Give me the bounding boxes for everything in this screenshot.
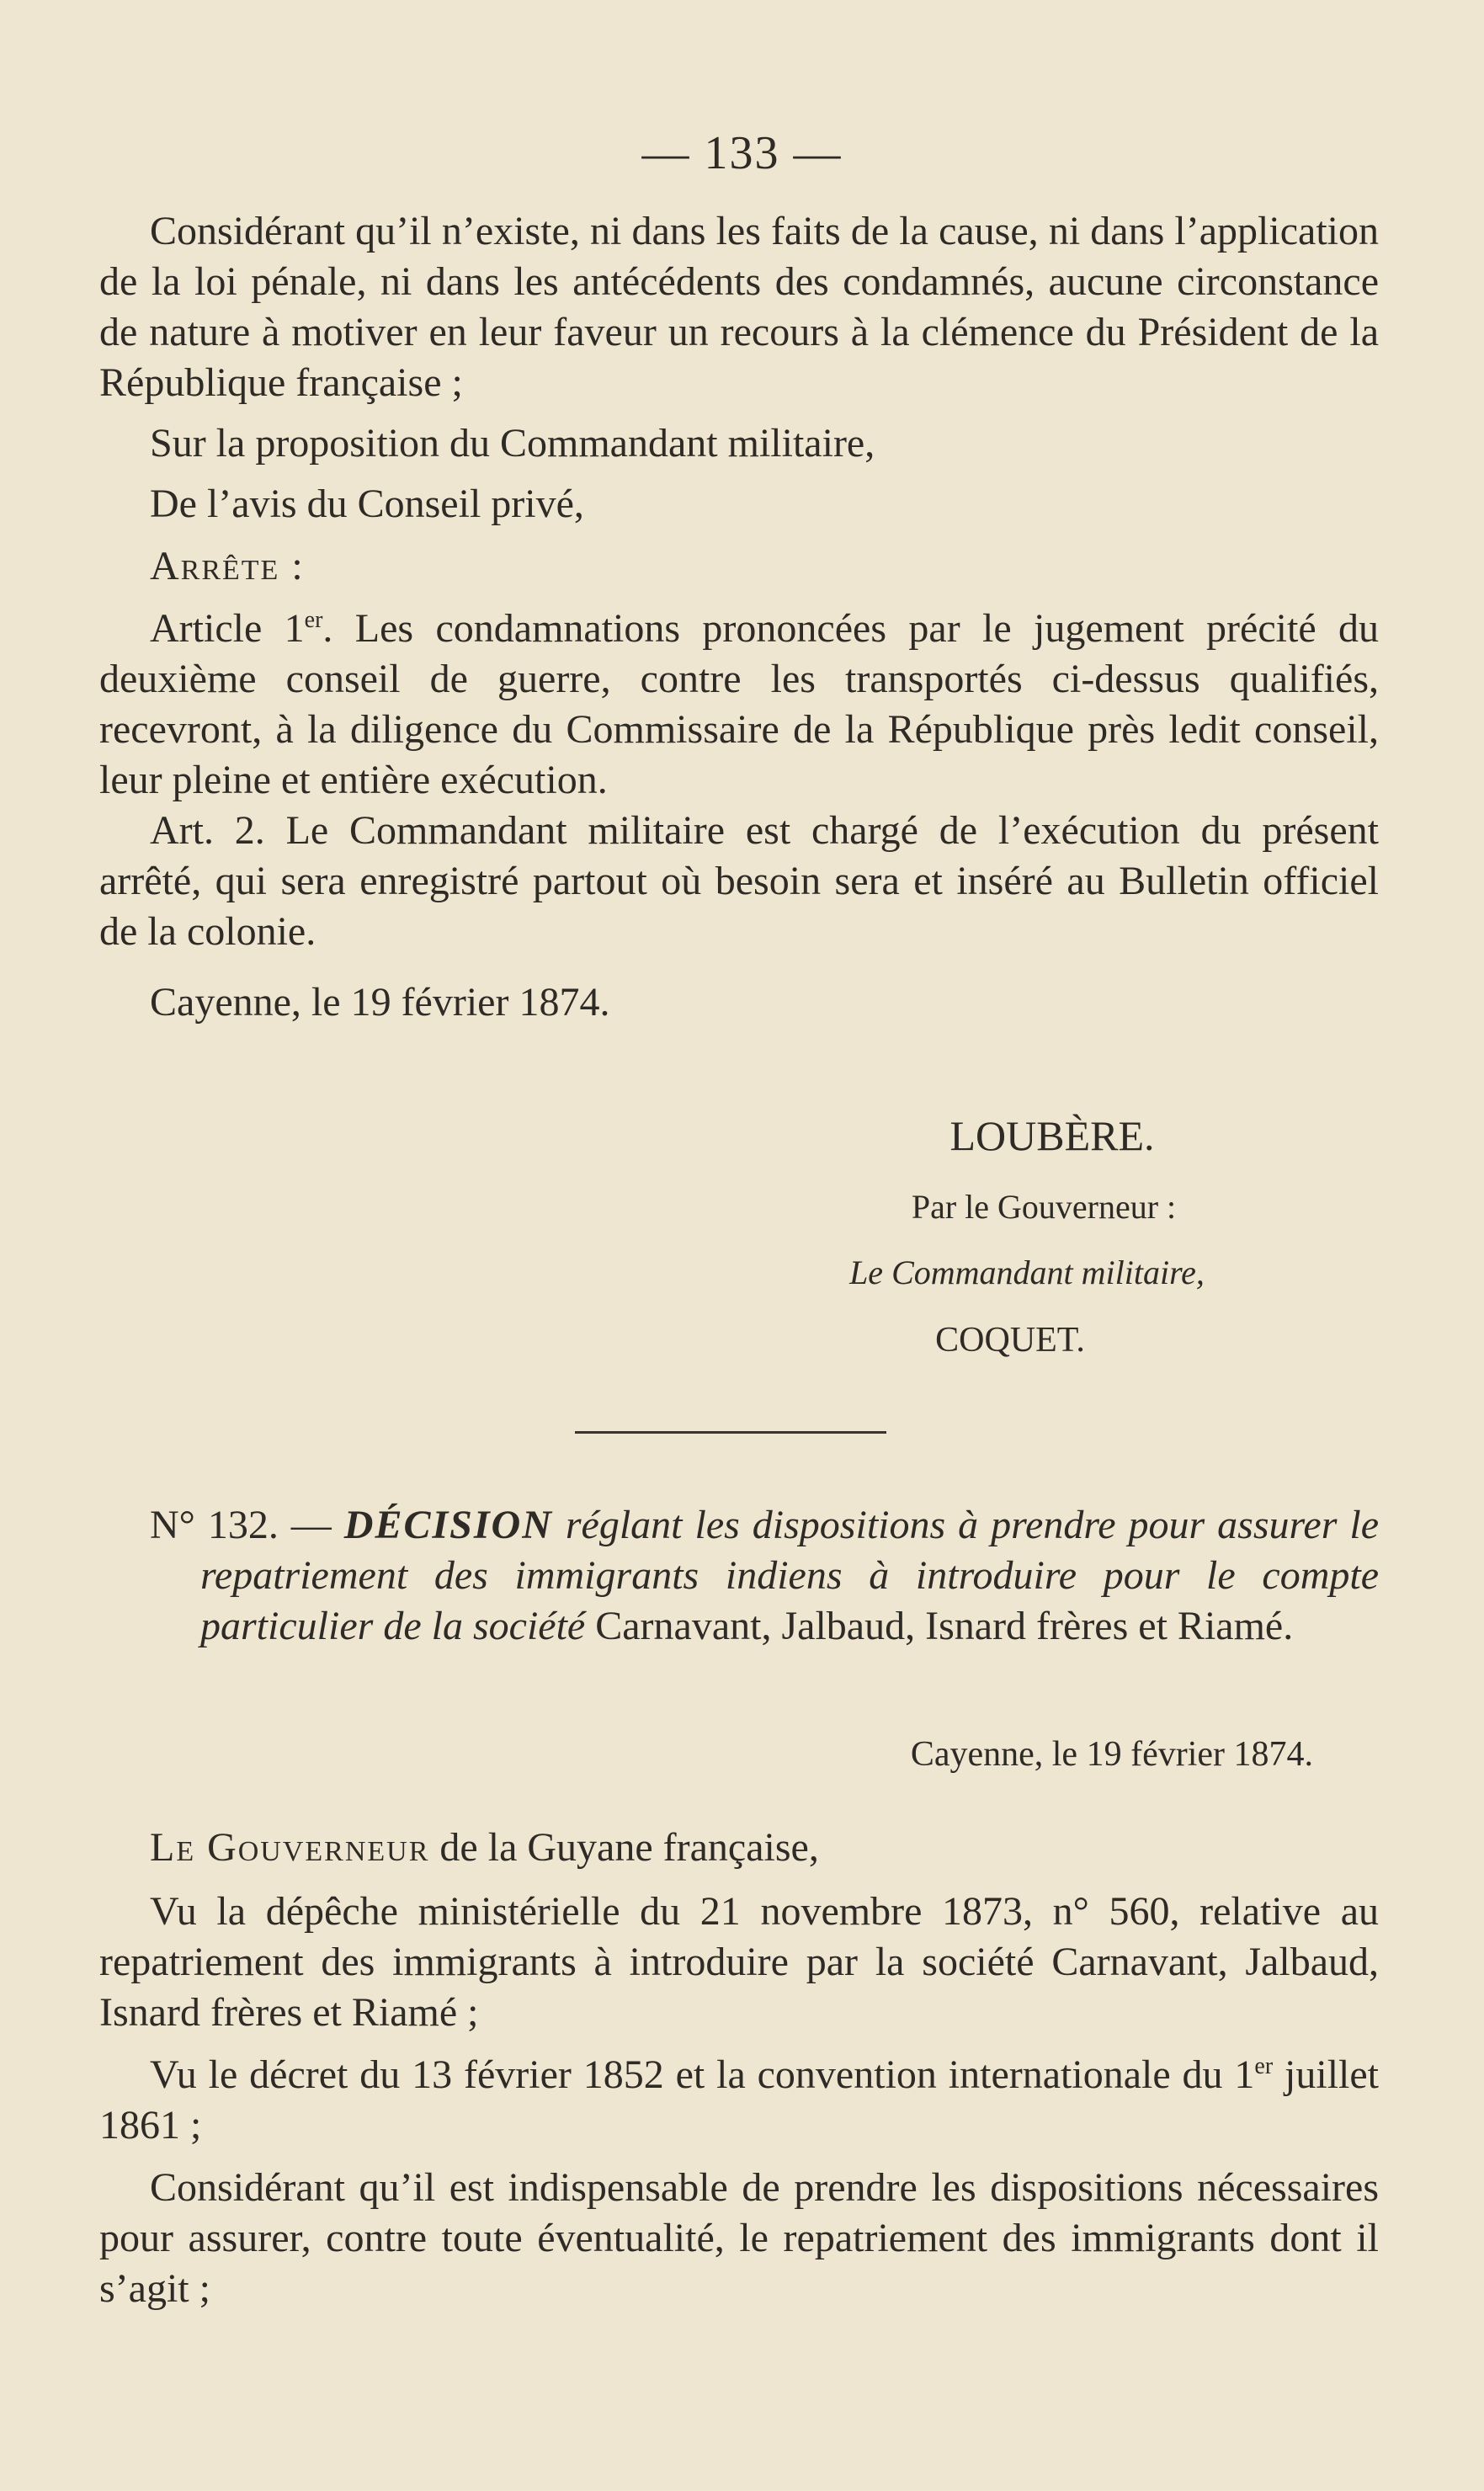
section-divider	[575, 1431, 886, 1434]
considerant-final: Considérant qu’il est indispensable de prendre les dispositions nécessaires pour assurer, contre toute éventualité, le repatriement des immigrants dont il s’agit ;	[99, 2165, 1379, 2311]
vu-decret-after: juillet 1861 ;	[99, 2052, 1380, 2148]
considerant-paragraph: Considérant qu’il n’existe, ni dans les faits de la cause, ni dans l’application de la loi pénale, ni dans les antécédents des condamnés, aucune circonstance de nature à motiver en leur faveur un recours à la clémence du Président de la République française ;	[99, 209, 1379, 405]
article-2: Art. 2. Le Commandant militaire est chargé de l’exécution du présent arrêté, qui sera enregistré partout où besoin sera et inséré au Bulletin officiel de la colonie.	[99, 808, 1379, 954]
page-number: — 133 —	[641, 127, 843, 179]
place-date: Cayenne, le 19 février 1874.	[150, 980, 610, 1025]
decision-date: Cayenne, le 19 février 1874.	[910, 1735, 1313, 1774]
governor-line	[99, 1823, 1379, 1873]
article-1-sup: er	[304, 607, 323, 633]
vu-decret-sup: er	[1254, 2053, 1274, 2079]
signature: LOUBÈRE.	[949, 1112, 1155, 1159]
par-le-gouverneur: Par le Gouverneur :	[911, 1188, 1177, 1226]
decision-heading	[99, 1500, 1379, 1652]
proposition-line: Sur la proposition du Commandant militaire,	[150, 421, 875, 466]
avis-line: De l’avis du Conseil privé,	[150, 482, 584, 526]
article-1	[99, 604, 1379, 806]
decision-body	[99, 1823, 1379, 2314]
vu-decret	[99, 2050, 1379, 2151]
arrete-label: Arrête :	[150, 544, 305, 588]
article-1-prefix: Article 1	[150, 606, 305, 651]
governor-caps: Le Gouverneur	[150, 1825, 430, 1870]
decision-title-names: Carnavant, Jalbaud, Isnard frères et Riamé.	[595, 1604, 1294, 1648]
decree-preamble	[99, 206, 1379, 1028]
vu-depeche: Vu la dépêche ministérielle du 21 novembre 1873, n° 560, relative au repatriement des immigrants à introduire par la société Carnavant, Jalbaud, Isnard frères et Riamé ;	[99, 1889, 1379, 2035]
decision-title-word: DÉCISION	[343, 1503, 553, 1547]
decision-title: réglant les dispositions à prendre pour assurer le repatriement des immigrants indiens à introduire pour le compte particulier de la société	[200, 1503, 1380, 1648]
vu-decret-before: Vu le décret du 13 février 1852 et la convention internationale du 1	[150, 2052, 1255, 2097]
decision-number: N° 132. —	[150, 1503, 332, 1547]
commandant-title: Le Commandant militaire,	[849, 1253, 1205, 1291]
article-1-text: . Les condamnations prononcées par le jugement précité du deuxième conseil de guerre, contre les transportés ci-dessus qualifiés, recevront, à la diligence du Commissaire de la République près ledit conseil, leur pleine et entière exécution.	[99, 606, 1379, 802]
governor-rest: de la Guyane française,	[439, 1825, 819, 1870]
countersign: COQUET.	[935, 1321, 1085, 1360]
